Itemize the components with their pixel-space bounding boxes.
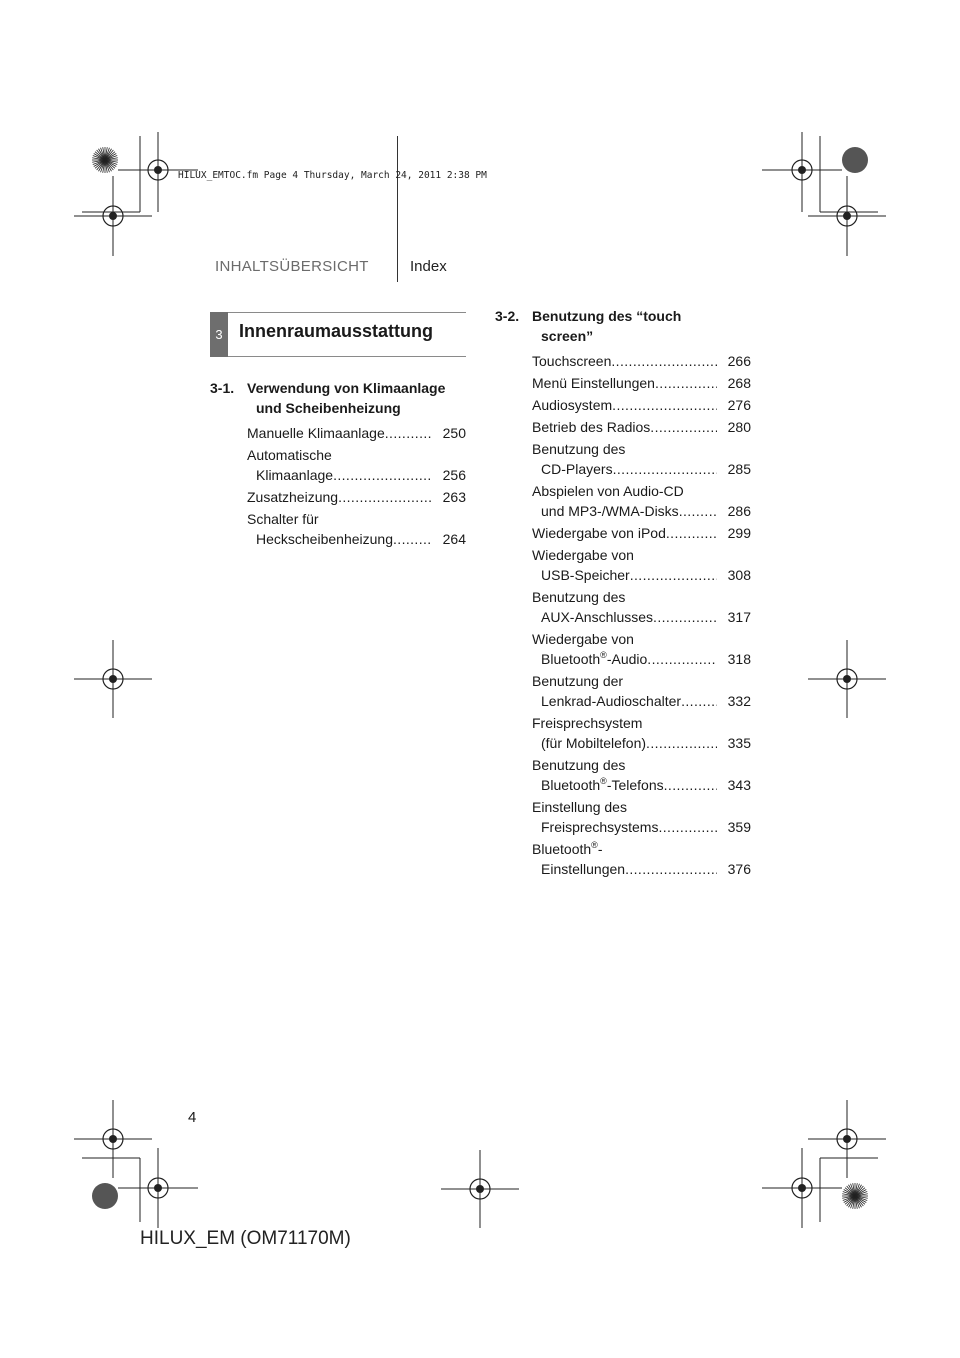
toc-page-number: 343 (727, 777, 751, 793)
dot-leader (681, 691, 717, 711)
toc-entry[interactable] (532, 373, 751, 393)
toc-page-number: 280 (727, 419, 751, 435)
toc-page-number: 317 (727, 609, 751, 625)
toc-entry-label: Wiedergabe von (532, 631, 634, 647)
toc-entry-label: Schalter für (247, 511, 319, 527)
toc-entry-label: Menü Einstellungen (532, 375, 655, 391)
dot-leader (385, 423, 432, 443)
toc-entry[interactable] (532, 523, 751, 543)
toc-entry-label: Benutzung des (532, 757, 626, 773)
dot-leader (613, 459, 717, 479)
toc-entry[interactable] (532, 755, 751, 795)
toc-page-number: 286 (727, 503, 751, 519)
toc-page-number: 250 (442, 425, 466, 441)
dot-leader (625, 859, 717, 879)
toc-entry[interactable] (532, 395, 751, 415)
toc-page-number: 318 (727, 651, 751, 667)
toc-entry-label: Freisprechsystem (532, 715, 643, 731)
dot-leader (338, 487, 432, 507)
dot-leader (393, 529, 432, 549)
toc-entry-label: Einstellungen (541, 861, 626, 877)
toc-entries (247, 423, 466, 549)
dot-leader (646, 733, 717, 753)
toc-page-number: 266 (727, 353, 751, 369)
toc-column-right (495, 306, 751, 881)
toc-page-number: 256 (442, 467, 466, 483)
toc-entry-label: Klimaanlage (256, 467, 334, 483)
toc-entry-label: Wiedergabe von (532, 547, 634, 563)
toc-entry-label: Bluetooth®-Audio (541, 650, 648, 667)
toc-page-number: 268 (727, 375, 751, 391)
toc-page-number: 359 (727, 819, 751, 835)
toc-entry-label: Manuelle Klimaanlage (247, 425, 385, 441)
toc-page-number: 276 (727, 397, 751, 413)
toc-page-number: 264 (442, 531, 466, 547)
dot-leader (658, 817, 717, 837)
toc-entry[interactable] (532, 545, 751, 585)
toc-entry-label: Heckscheibenheizung (256, 531, 393, 547)
toc-column-left (210, 378, 466, 551)
toc-entry-label: Touchscreen (532, 353, 612, 369)
dot-leader (647, 649, 717, 669)
section-heading-box (210, 312, 466, 357)
toc-entry[interactable] (532, 351, 751, 371)
toc-entry[interactable] (532, 671, 751, 711)
toc-entry[interactable] (532, 797, 751, 837)
toc-entry[interactable] (532, 629, 751, 669)
toc-entry-label: Bluetooth®- (532, 840, 603, 857)
toc-entry-label: Benutzung des (532, 441, 626, 457)
toc-page-number: 299 (727, 525, 751, 541)
dot-leader (612, 395, 717, 415)
toc-entry-label: Audiosystem (532, 397, 613, 413)
section-number-tab: 3 (210, 312, 228, 357)
dot-leader (653, 607, 717, 627)
dot-leader (666, 523, 717, 543)
toc-entry-label: Betrieb des Radios (532, 419, 651, 435)
toc-entry-label: AUX-Anschlusses (541, 609, 654, 625)
toc-page-number: 376 (727, 861, 751, 877)
toc-entry[interactable] (532, 439, 751, 479)
subsection-heading (495, 306, 751, 346)
subsection-title-line1: Benutzung des “touch (532, 308, 682, 324)
toc-entry-label: Benutzung des (532, 589, 626, 605)
toc-entry-label: CD-Players (541, 461, 613, 477)
toc-entry[interactable] (532, 481, 751, 521)
toc-page-number: 335 (727, 735, 751, 751)
toc-entry-label: Bluetooth®-Telefons (541, 776, 664, 793)
toc-entry-label: Abspielen von Audio-CD (532, 483, 684, 499)
toc-page-number: 263 (442, 489, 466, 505)
section-title: Innenraumausstattung (239, 321, 434, 341)
dot-leader (611, 351, 717, 371)
toc-entry[interactable] (532, 839, 751, 879)
toc-entry-label: Benutzung der (532, 673, 624, 689)
header-subtitle: Index (410, 258, 447, 275)
footer-document-code: HILUX_EM (OM71170M) (140, 1228, 351, 1249)
subsection-title (531, 306, 751, 346)
toc-entry-label: (für Mobiltelefon) (541, 735, 647, 751)
toc-page-number: 332 (727, 693, 751, 709)
header-divider (397, 136, 398, 282)
toc-entry[interactable] (532, 417, 751, 437)
toc-entry-label: Freisprechsystems (541, 819, 659, 835)
toc-entry[interactable] (247, 423, 466, 443)
dot-leader (650, 417, 717, 437)
toc-entry[interactable] (532, 713, 751, 753)
toc-entry-label: und MP3-/WMA-Disks (541, 503, 679, 519)
dot-leader (655, 373, 717, 393)
header-section-title: INHALTSÜBERSICHT (215, 258, 369, 275)
dot-leader (664, 775, 717, 795)
toc-entry-label: Zusatzheizung (247, 489, 339, 505)
subsection-number: 3-1. (210, 380, 235, 396)
toc-entries (532, 351, 751, 879)
dot-leader (679, 501, 717, 521)
subsection-title-line1: Verwendung von Klimaanlage (247, 380, 446, 396)
section-top-rule (228, 312, 466, 313)
subsection-title (246, 378, 466, 418)
toc-entry[interactable] (247, 487, 466, 507)
page-number: 4 (188, 1109, 197, 1126)
toc-entry-label: Automatische (247, 447, 332, 463)
subsection-heading (210, 378, 466, 418)
subsection-number: 3-2. (495, 308, 520, 324)
subsection-title-line2: screen” (541, 328, 594, 344)
toc-entry-label: Lenkrad-Audioschalter (541, 693, 682, 709)
file-info-stamp: HILUX_EMTOC.fm Page 4 Thursday, March 24, 2011 2:38 PM (178, 170, 487, 181)
toc-entry[interactable] (247, 445, 466, 485)
section-bottom-rule (228, 356, 466, 357)
toc-entry[interactable] (247, 509, 466, 549)
toc-entry-label: USB-Speicher (541, 567, 630, 583)
dot-leader (630, 565, 717, 585)
toc-page-number: 285 (727, 461, 751, 477)
subsection-title-line2: und Scheibenheizung (256, 400, 401, 416)
toc-entry-label: Einstellung des (532, 799, 627, 815)
toc-page-number: 308 (727, 567, 751, 583)
dot-leader (333, 465, 432, 485)
toc-entry-label: Wiedergabe von iPod (532, 525, 666, 541)
toc-entry[interactable] (532, 587, 751, 627)
